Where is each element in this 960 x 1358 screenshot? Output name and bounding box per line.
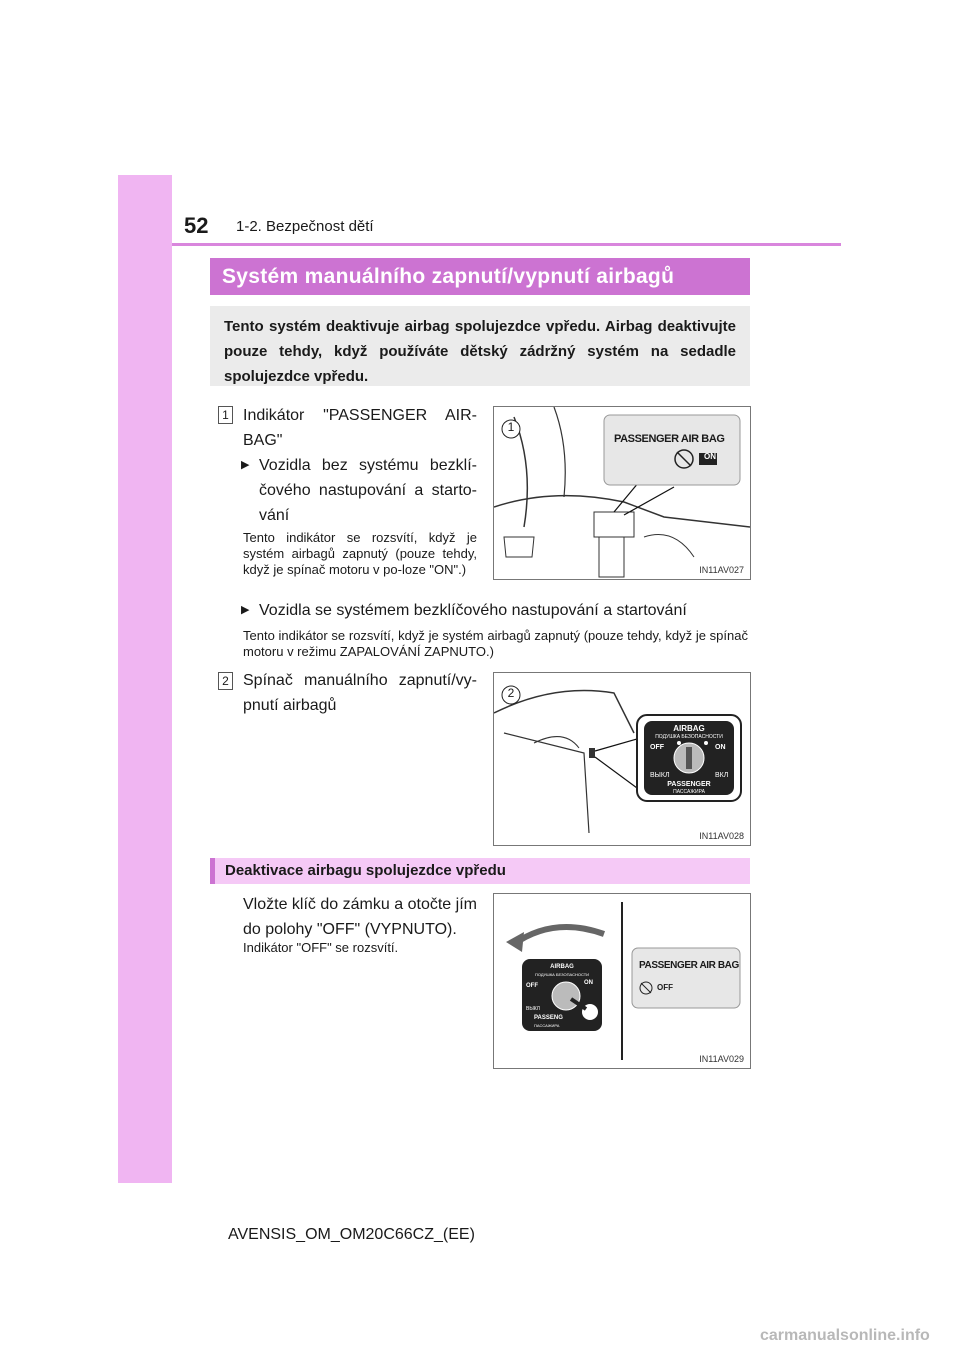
figure-code: IN11AV028 xyxy=(699,831,744,841)
bullet-triangle-icon: ▶ xyxy=(241,459,250,471)
figure-airbag-switch xyxy=(493,672,751,846)
switch-off-label-ru: ВЫКЛ xyxy=(526,1006,540,1012)
switch-on-label: ON xyxy=(584,980,593,986)
figure-code: IN11AV027 xyxy=(699,565,744,575)
figure-code: IN11AV029 xyxy=(699,1054,744,1064)
glovebox-illustration xyxy=(494,673,750,845)
switch-label-passenger: PASSENG xyxy=(534,1015,563,1021)
item-2-title: Spínač manuálního zapnutí/vy-pnutí airbagů xyxy=(243,672,477,714)
note-smart-key: Tento indikátor se rozsvítí, když je systém airbagů zapnutý (pouze tehdy, když je spínač motoru v režimu ZAPALOVÁNÍ ZAPNUTO.) xyxy=(243,628,748,659)
bullet-text: Vozidla se systémem bezklíčového nastupování a startování xyxy=(259,602,687,619)
item-1-title: Indikátor "PASSENGER AIR-BAG" xyxy=(243,407,477,449)
bullet-smart-key xyxy=(241,598,739,623)
figure-callout-2: 2 xyxy=(507,686,515,700)
switch-label-airbag-ru: ПОДУШКА БЕЗОПАСНОСТИ xyxy=(655,734,723,740)
section-subtitle: Deaktivace airbagu spolujezdce vpředu xyxy=(210,858,750,884)
key-turn-illustration xyxy=(494,894,750,1068)
figure-passenger-airbag-indicator xyxy=(493,406,751,580)
item-badge-2: 2 xyxy=(218,672,233,690)
indicator-label: PASSENGER AIR BAG xyxy=(614,433,725,445)
indicator-off-lamp: OFF xyxy=(657,983,673,992)
switch-off-label-ru: ВЫКЛ xyxy=(650,772,670,779)
item-badge-1: 1 xyxy=(218,406,233,424)
indicator-on-lamp: ON xyxy=(704,452,716,461)
sidebar-tab xyxy=(118,175,172,1183)
switch-label-passenger-ru: ПАССАЖИРА xyxy=(534,1023,560,1028)
page-number: 52 xyxy=(184,213,209,238)
bullet-no-smart-key xyxy=(241,453,477,528)
step-note: Indikátor "OFF" se rozsvítí. xyxy=(243,940,399,955)
page-title: Systém manuálního zapnutí/vypnutí airbagů xyxy=(210,258,750,295)
bullet-triangle-icon: ▶ xyxy=(241,604,250,616)
switch-label-airbag: AIRBAG xyxy=(673,724,705,733)
switch-on-label: ON xyxy=(715,744,726,751)
bullet-text: Vozidla bez systému bezklí-čového nastupování a starto-vání xyxy=(259,457,477,524)
figure-callout-1: 1 xyxy=(507,420,515,434)
switch-label-passenger-ru: ПАССАЖИРА xyxy=(673,789,705,795)
switch-on-label-ru: ВКЛ xyxy=(715,772,729,779)
watermark: carmanualsonline.info xyxy=(760,1327,930,1344)
figure-switch-off xyxy=(493,893,751,1069)
switch-off-label: OFF xyxy=(650,744,664,751)
document-footer-code: AVENSIS_OM_OM20C66CZ_(EE) xyxy=(228,1226,475,1243)
header-divider xyxy=(172,243,841,246)
section-reference: 1-2. Bezpečnost dětí xyxy=(236,218,374,235)
indicator-label: PASSENGER AIR BAG xyxy=(639,960,739,971)
note-no-smart-key: Tento indikátor se rozsvítí, když je systém airbagů zapnutý (pouze tehdy, když je spínač motoru v po-loze "ON".) xyxy=(243,530,477,577)
step-instruction: Vložte klíč do zámku a otočte jím do polohy "OFF" (VYPNUTO). xyxy=(243,896,477,938)
switch-off-label: OFF xyxy=(526,983,538,989)
switch-label-airbag: AIRBAG xyxy=(550,964,574,970)
intro-box: Tento systém deaktivuje airbag spolujezdce vpředu. Airbag deaktivujte pouze tehdy, když používáte dětský zádržný systém na sedadle spolujezdce vpředu. xyxy=(210,306,750,386)
switch-label-passenger: PASSENGER xyxy=(667,781,711,788)
switch-label-airbag-ru: ПОДУШКА БЕЗОПАСНОСТИ xyxy=(534,972,590,977)
